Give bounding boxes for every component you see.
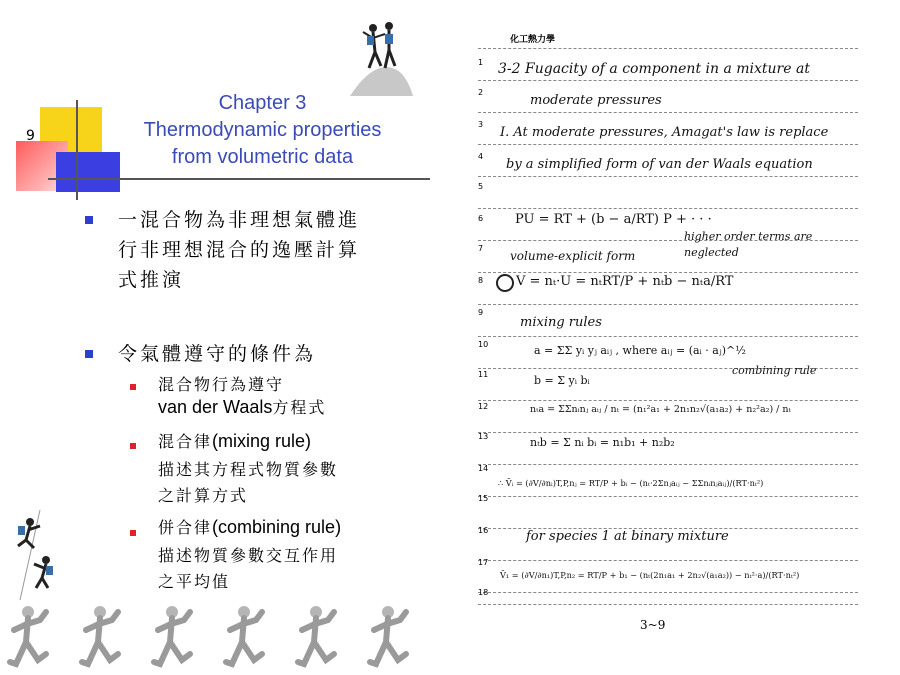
line-number: 13 [478, 432, 489, 441]
ruled-line [478, 464, 858, 465]
bullet-marker [85, 350, 93, 358]
sub-bullet-marker [130, 530, 136, 536]
title-underline [48, 178, 430, 180]
notes-line-7b: higher order terms are neglected [684, 230, 813, 259]
notes-line-7a: volume-explicit form [510, 249, 636, 263]
ruled-line [478, 112, 858, 113]
sub-bullet-2-prefix: 混合律 [158, 432, 213, 451]
notes-line-12: nₜa = ΣΣnᵢnⱼ aᵢⱼ / nₜ = (n₁²a₁ + 2n₁n₂√(a₁a₂) + n₂²a₂) / nₜ [530, 404, 791, 415]
notes-line-6: PU = RT + (b − a/RT) P + · · · [515, 212, 712, 227]
title-line-3: from volumetric data [171, 146, 354, 168]
spiral-icon [496, 274, 514, 292]
bullet-1-line-1: 一混合物為非理想氣體進 [118, 209, 361, 231]
notes-line-4: by a simplified form of van der Waals equation [506, 157, 813, 172]
bullet-marker [85, 216, 93, 224]
line-number: 3 [478, 120, 484, 129]
notes-line-3: I. At moderate pressures, Amagat's law is replace [500, 125, 829, 140]
sub-bullet-2 [158, 430, 338, 507]
ruled-line [478, 592, 858, 593]
sub-bullet-2-english: (mixing rule) [212, 431, 312, 451]
ruled-line [478, 176, 858, 177]
sub-bullet-3-english: (combining rule) [212, 517, 342, 537]
line-number: 4 [478, 152, 484, 161]
sub-bullet-marker [130, 443, 136, 449]
notes-line-2: moderate pressures [530, 93, 662, 108]
sub-bullet-1-english: van der Waals [158, 397, 273, 417]
line-number: 14 [478, 464, 489, 473]
line-number: 8 [478, 276, 484, 285]
slide-number: 9 [26, 128, 35, 144]
ruled-line [478, 144, 858, 145]
title-line-1: Chapter 3 [218, 92, 307, 114]
sub-bullet-3-line-1 [158, 516, 341, 539]
line-number: 9 [478, 308, 484, 317]
bullet-1-line-2: 行非理想混合的逸壓計算 [118, 239, 361, 261]
line-number: 15 [478, 494, 489, 503]
deco-square-blue [56, 152, 120, 192]
line-number: 18 [478, 588, 489, 597]
ruled-line [478, 400, 858, 401]
notes-line-13: nₜb = Σ nᵢ bᵢ = n₁b₁ + n₂b₂ [530, 436, 675, 449]
ruled-line [478, 304, 858, 305]
line-number: 1 [478, 58, 484, 67]
sub-bullet-1-suffix: 方程式 [272, 398, 327, 417]
notes-line-11b: combining rule [732, 364, 817, 377]
ruled-line [478, 80, 858, 81]
ruled-line [478, 208, 858, 209]
sub-bullet-2-line-3: 之計算方式 [158, 486, 249, 505]
line-number: 5 [478, 182, 484, 191]
notes-line-8: V = nₜ·U = nₜRT/P + nₜb − nₜa/RT [516, 274, 734, 289]
sub-bullet-1-line-2 [158, 396, 326, 419]
running-figures-decoration [0, 598, 440, 675]
handwritten-notes [470, 30, 862, 650]
climbers-rope-icon [0, 510, 60, 600]
notes-header: 化工熱力學 [510, 35, 556, 45]
ruled-line [478, 336, 858, 337]
slide-title [120, 90, 405, 171]
line-number: 11 [478, 370, 489, 379]
notes-line-10: a = ΣΣ yᵢ yⱼ aᵢⱼ , where aᵢⱼ = (aᵢ · aⱼ)^½ [534, 344, 746, 357]
notes-line-11a: b = Σ yᵢ bᵢ [534, 374, 590, 387]
line-number: 7 [478, 244, 484, 253]
ruled-line [478, 432, 858, 433]
sub-bullet-3-line-2: 描述物質參數交互作用 [158, 546, 339, 565]
sub-bullet-3-line-3: 之平均值 [158, 572, 231, 591]
line-number: 17 [478, 558, 489, 567]
sub-bullet-3-prefix: 併合律 [158, 518, 213, 537]
sub-bullet-3 [158, 516, 341, 593]
climbers-mountain-icon [345, 18, 415, 98]
notes-line-16: for species 1 at binary mixture [526, 529, 729, 544]
ruled-line [478, 560, 858, 561]
deco-vertical-line [76, 100, 78, 200]
sub-bullet-2-line-1 [158, 430, 338, 453]
ruled-line [478, 604, 858, 605]
sub-bullet-2-line-2: 描述其方程式物質參數 [158, 460, 339, 479]
line-number: 2 [478, 88, 484, 97]
notes-page-number: 3~9 [640, 618, 666, 632]
ruled-line [478, 272, 858, 273]
notes-line-9: mixing rules [520, 315, 602, 330]
bullet-1-line-3: 式推演 [118, 269, 185, 291]
line-number: 12 [478, 402, 489, 411]
bullet-1-text [118, 205, 360, 295]
line-number: 16 [478, 526, 489, 535]
title-line-2: Thermodynamic properties [143, 119, 382, 141]
notes-line-1: 3-2 Fugacity of a component in a mixture at [498, 61, 810, 77]
sub-bullet-1 [158, 374, 326, 419]
sub-bullet-1-line-1: 混合物行為遵守 [158, 375, 285, 394]
bullet-2-text: 令氣體遵守的條件為 [118, 343, 317, 365]
ruled-line [478, 496, 858, 497]
sub-bullet-marker [130, 384, 136, 390]
notes-line-14: ∴ V̄ᵢ = (∂V/∂nᵢ)T,P,nⱼ = RT/P + bᵢ − (nₜ·2Σnⱼaᵢⱼ − ΣΣnᵢnⱼaᵢⱼ)/(RT·nₜ²) [498, 478, 764, 488]
ruled-line [478, 48, 858, 49]
line-number: 10 [478, 340, 489, 349]
notes-line-17: V̄₁ = (∂V/∂n₁)T,P,n₂ = RT/P + b₁ − (nₜ(2n₁a₁ + 2n₂√(a₁a₂)) − nₜ²·a)/(RT·nₜ²) [500, 570, 800, 580]
line-number: 6 [478, 214, 484, 223]
